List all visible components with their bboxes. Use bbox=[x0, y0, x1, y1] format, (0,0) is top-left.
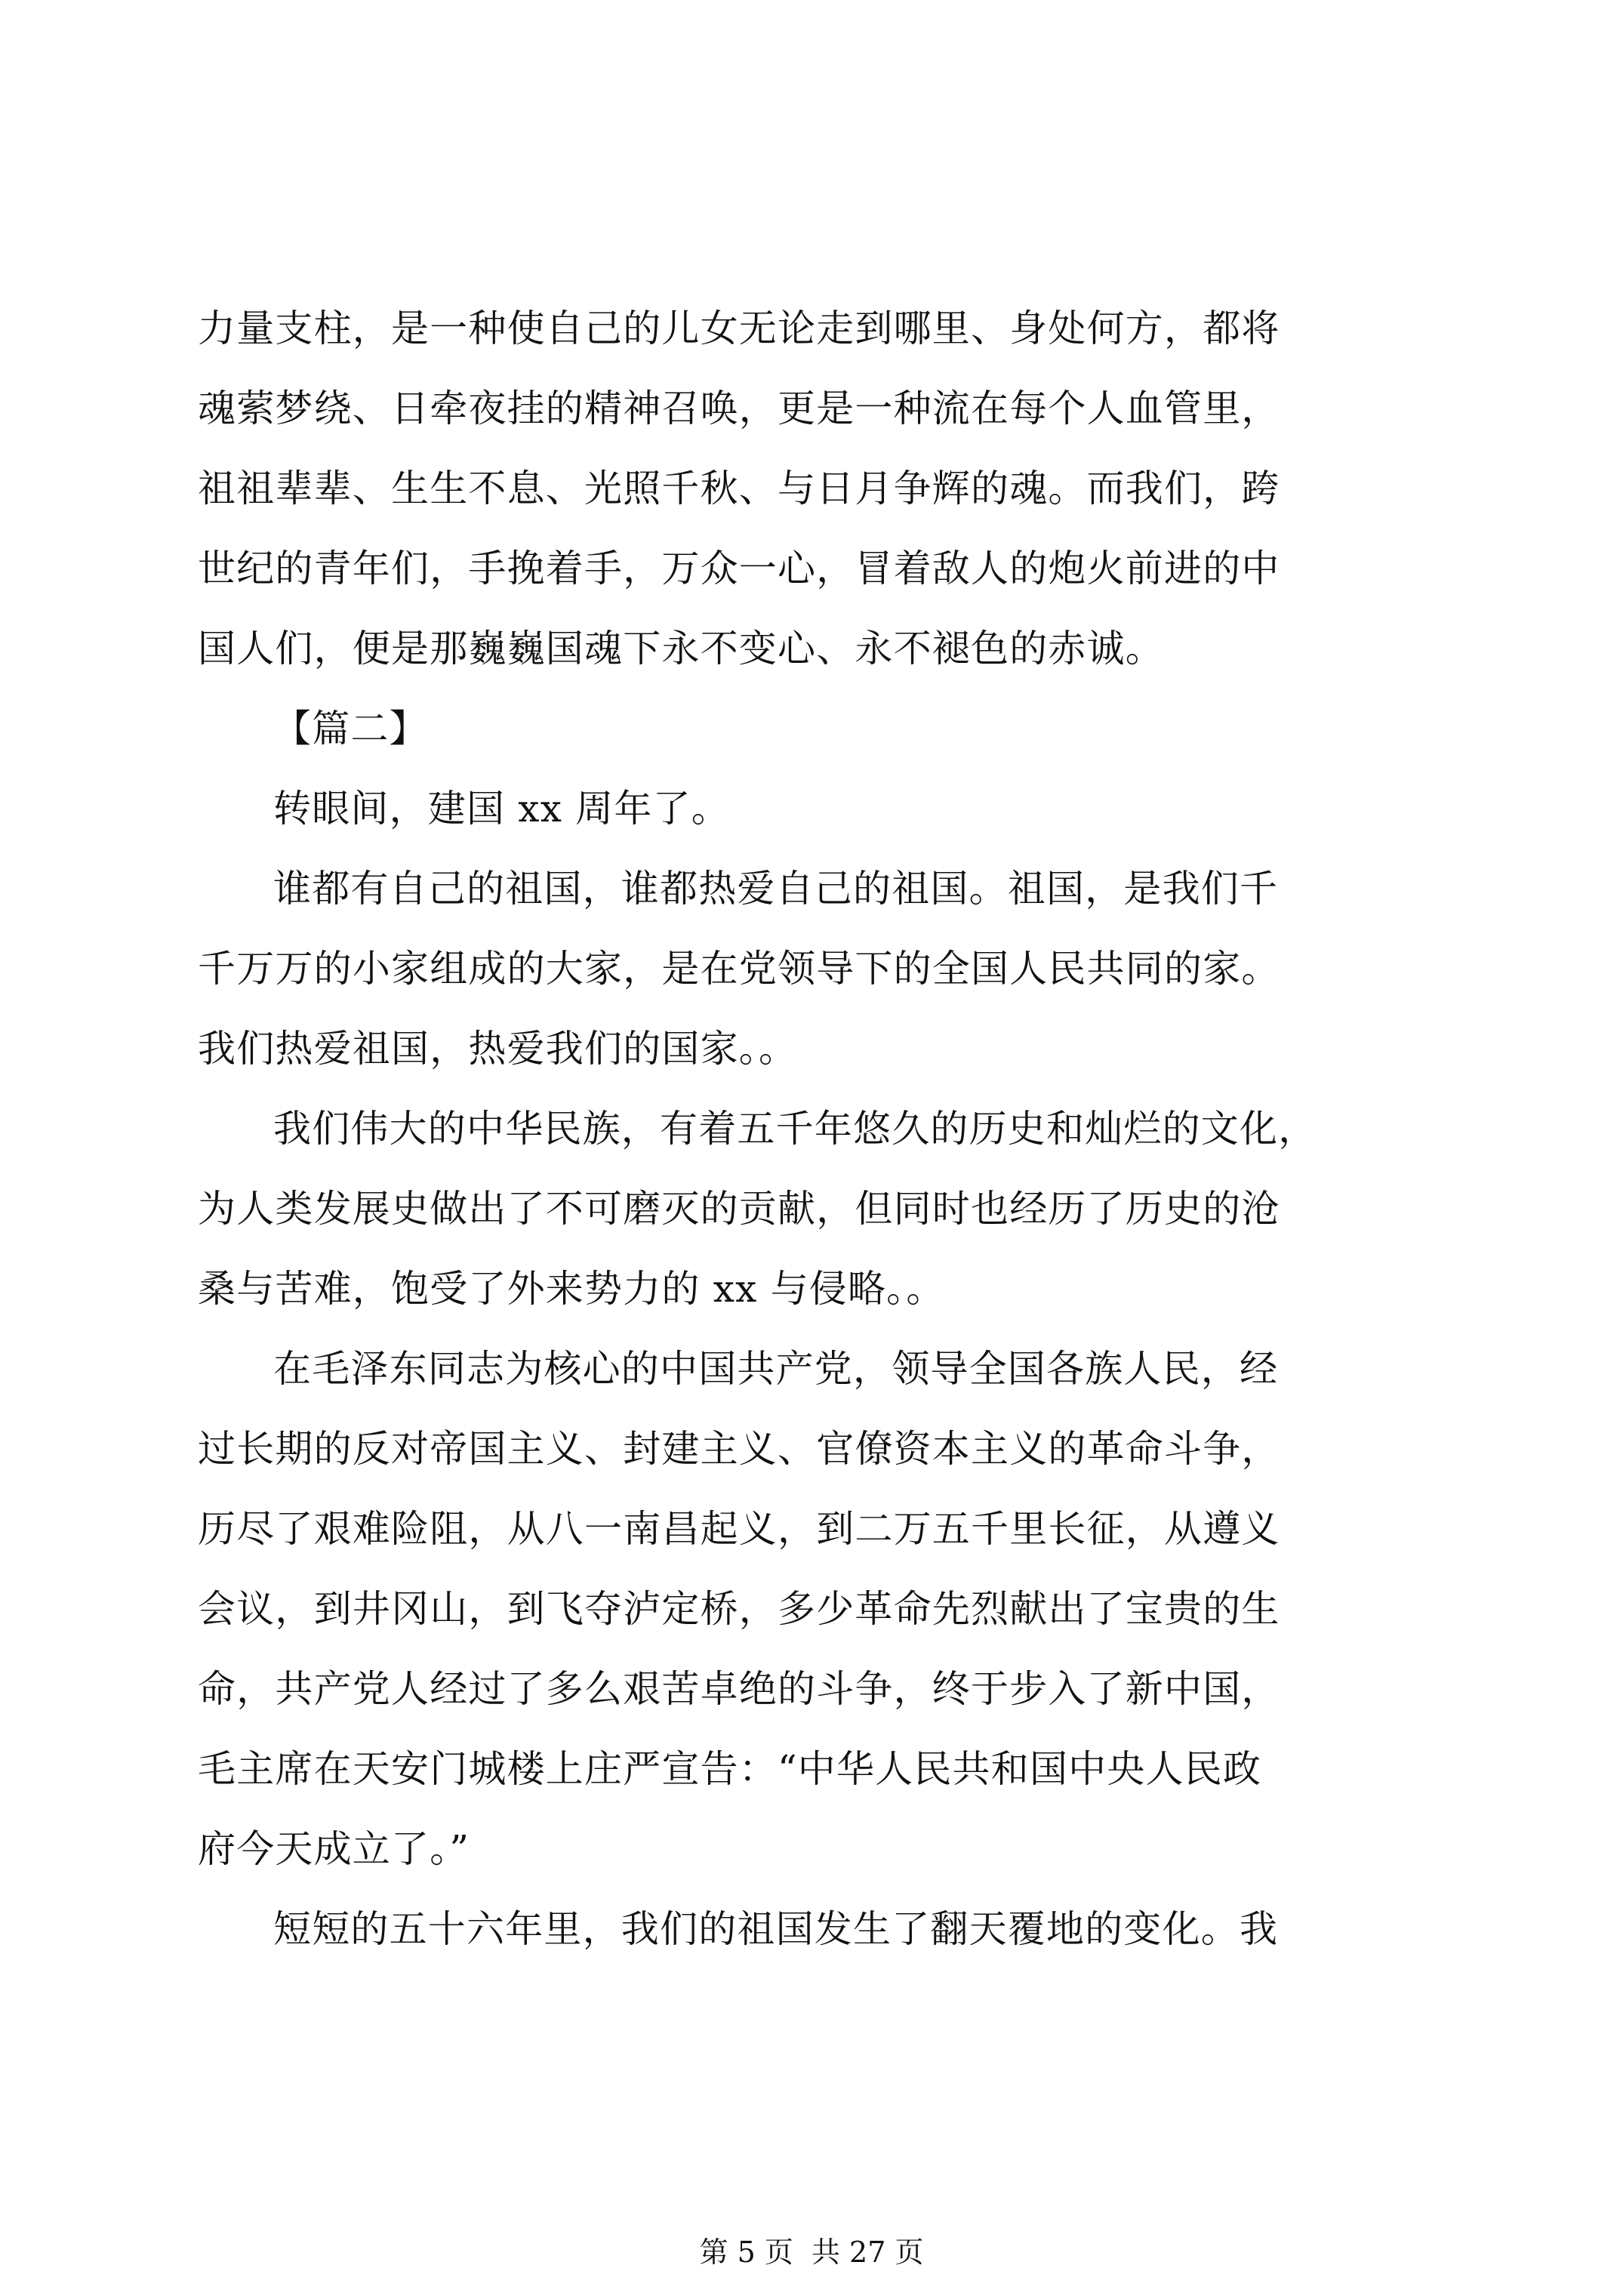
page-footer bbox=[0, 2234, 1623, 2270]
document-page: 力量支柱，是一种使自己的儿女无论走到哪里、身处何方，都将 魂萦梦绕、日牵夜挂的精神召唤，更是一种流在每个人血管里， 祖祖辈辈、生生不息、光照千秋、与日月争辉的魂。而我们，跨 世纪的青年们，手挽着手，万众一心，冒着敌人的炮火前进的中 国人们，便是那巍巍国魂下永不变心、永不褪色的赤诚。 【篇二】 转眼间，建国 xx 周年了。 谁都有自己的祖国，谁都热爱自己的祖国。祖国，是我们千 千万万的小家组成的大家，是在党领导下的全国人民共同的家。 我们热爱祖国，热爱我们的国家。。 我们伟大的中华民族，有着五千年悠久的历史和灿烂的文化， 为人类发展史做出了不可磨灭的贡献，但同时也经历了历史的沧 桑与苦难，饱受了外来势力的 xx 与侵略。。 在毛泽东同志为核心的中国共产党，领导全国各族人民，经 过长期的反对帝国主义、封建主义、官僚资本主义的革命斗争， 历尽了艰难险阻，从八一南昌起义，到二万五千里长征，从遵义 会议，到井冈山，到飞夺泸定桥，多少革命先烈献出了宝贵的生 命，共产党人经过了多么艰苦卓绝的斗争，终于步入了新中国， 毛主席在天安门城楼上庄严宣告：“中华人民共和国中央人民政 府今天成立了。” 短短的五十六年里，我们的祖国发生了翻天覆地的变化。我 第 5 页 共 27 页 bbox=[0, 0, 1623, 2296]
page-number: 第 5 页 bbox=[699, 2236, 793, 2269]
page-total: 共 27 页 bbox=[811, 2236, 924, 2269]
